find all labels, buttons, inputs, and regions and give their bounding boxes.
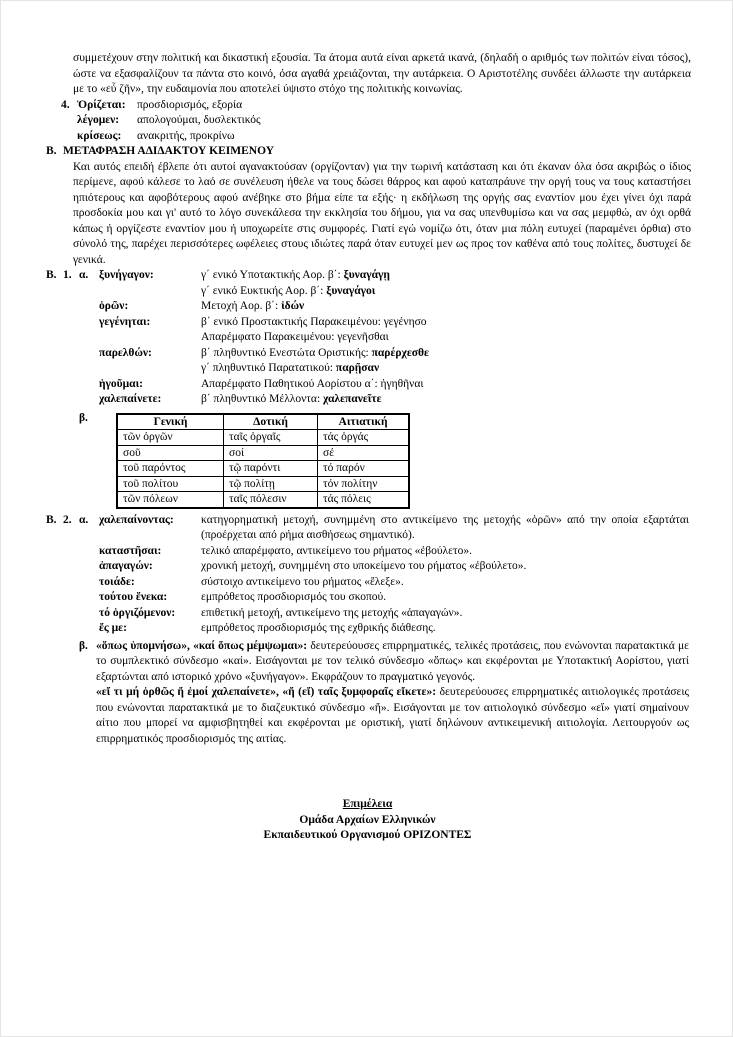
clause-paragraph xyxy=(96,685,689,747)
table-cell: τῷ πολίτῃ xyxy=(224,476,318,492)
morph-answer xyxy=(201,377,689,393)
syntax-row xyxy=(46,513,689,544)
vocab-derivatives: προσδιορισμός, εξορία xyxy=(137,98,243,111)
b2-beta-label: β. xyxy=(79,639,88,652)
translation-paragraph: Και αυτός επειδή έβλεπε ότι αυτοί αγανακτούσαν (οργίζονταν) για την τωρινή κατάσταση και ότι έκαναν όλα όσα ακριβώς ο ίδιος περίμενε, αφού κάλεσε το λαό σε συνέλευση ήθελε να τους δώσει θάρρος και αφού καταπράυνε την οργή τους να τους καταστήσει ηπιότερους και αφοβότερους αφού ανέβηκε στο βήμα είπε τα εξής· η εκδήλωση της οργής σας εναντίον μου έχει γίνει όχι παρά προσδοκία μου και γι' αυτό το λόγο συνεκάλεσα την εκκλησία του δήμου, για να σας υπενθυμίσω και να σας μεμφθώ, αν όχι ορθά κάπως ή οργίζεστε εναντίον μου ή υποχωρείτε στις συμφορές. Γιατί εγώ νομίζω ότι, όταν μια πόλη ευτυχεί (παραμένει όρθια) στο σύνολό της, παρέχει περισσότερες ωφέλειες στους ιδιώτες παρά όταν ευτυχεί μεν ως προς τον καθένα από τους πολίτες, δυστυχεί δε γενικά. xyxy=(73,160,691,266)
b2-markers xyxy=(46,513,99,544)
morph-form-bold: ἰδών xyxy=(281,300,305,312)
morph-lemma: ξυνήγαγον: xyxy=(99,269,154,281)
morphology-section xyxy=(46,268,689,408)
table-cell: σοί xyxy=(224,445,318,461)
credits-title: Επιμέλεια xyxy=(342,798,393,810)
b1-beta-label: β. xyxy=(79,411,88,424)
clause-quote-lead: «εἴ τι μή ὀρθῶς ἤ ἐμοί χαλεπαίνετε», «ἤ (εἴ) ταῖς ξυμφοραῖς εἴκετε»: xyxy=(96,686,437,698)
table-row xyxy=(117,492,409,508)
syntax-term: ἀπαγαγών: xyxy=(99,560,153,572)
row-spacer xyxy=(46,299,99,315)
morphology-row xyxy=(46,315,689,331)
intro-paragraph: συμμετέχουν στην πολιτική και δικαστική εξουσία. Τα άτομα αυτά είναι αρκετά ικανά, (δηλαδή ο αριθμός των πολιτών είναι τόσος), ώστε να εξασφαλίζουν τα πάντα στο κοινό, όσα αγαθά χρειάζονται, την αυτάρκεια. Ο Αριστοτέλης συνδέει άλλωστε την αυτάρκεια με το «εὖ ζῆν», την ευδαιμονία που αποτελεί ύψιστο στόχο της πολιτικής κοινωνίας. xyxy=(73,52,691,95)
syntax-row xyxy=(46,544,689,560)
table-cell: τοῦ παρόντος xyxy=(117,461,224,477)
table-cell: ταῖς πόλεσιν xyxy=(224,492,318,508)
table-cell: τοῦ πολίτου xyxy=(117,476,224,492)
row-spacer xyxy=(46,346,99,362)
morph-answer xyxy=(201,346,689,362)
morph-answer xyxy=(201,284,689,300)
b1-label: Β. xyxy=(46,269,57,281)
syntax-analysis: επιθετική μετοχή, αντικείμενο της μετοχής «ἀπαγαγών». xyxy=(201,606,463,619)
table-cell: τάς πόλεις xyxy=(318,492,410,508)
morph-form-bold: ξυναγάγῃ xyxy=(343,269,390,281)
clause-paragraph-text: δευτερεύουσες επιρρηματικές αιτιολογικές προτάσεις που ενώνονται παρατακτικά με το διαζευκτικό σύνδεσμο «ἤ». Εισάγονται με τον αιτιολογικό σύνδεσμο «εἴ» γιατί σημαίνουν αίτιο που μπορεί να αμφισβητηθεί και εκφέρονται με οριστική, γιατί δηλώνουν αντικειμενική αιτιολογία. Λειτουργούν ως επιρρηματικός προσδιορισμός της αιτίας. xyxy=(96,686,689,745)
row-spacer xyxy=(46,606,99,622)
column-header: Αιτιατική xyxy=(318,414,410,430)
morph-answer xyxy=(201,392,689,408)
table-cell: τῶν ὀργῶν xyxy=(117,430,224,446)
vocabulary-row xyxy=(77,129,261,145)
syntax-term: καταστῆσαι: xyxy=(99,544,162,557)
morph-answer xyxy=(201,268,689,284)
clause-paragraph-text: δευτερεύουσες επιρρηματικές, τελικές προτάσεις, που ενώνονται παρατακτικά με το συμπλεκτικό σύνδεσμο «καί». Εισάγονται με τον τελικό σύνδεσμο «ὅπως» και εκφέρονται με Υποτακτική Αορίστου, γιατί εξαρτώνται από ιστορικό χρόνο «ξυνήγαγον». Εκφράζουν το πραγματικό γεγονός. xyxy=(96,639,689,683)
morphology-row xyxy=(46,284,689,300)
clause-quote-lead: «ὅπως ὑπομνήσω», «καί ὅπως μέμψωμαι»: xyxy=(96,639,308,652)
clause-analysis-body xyxy=(96,639,689,748)
credits-line: Ομάδα Αρχαίων Ελληνικών xyxy=(299,813,436,826)
b1-number: 1. xyxy=(63,269,72,281)
morph-answer-text: β΄ πληθυντικό Μέλλοντα: xyxy=(201,393,324,405)
section-b-title: ΜΕΤΑΦΡΑΣΗ ΑΔΙΔΑΚΤΟΥ ΚΕΙΜΕΝΟΥ xyxy=(63,145,275,157)
table-row xyxy=(117,476,409,492)
syntax-row xyxy=(46,606,689,622)
row-spacer xyxy=(46,392,99,408)
table-cell: σοῦ xyxy=(117,445,224,461)
morph-lemma xyxy=(99,361,201,377)
table-cell: τό παρόν xyxy=(318,461,410,477)
morphology-row xyxy=(46,346,689,362)
credits-line: Εκπαιδευτικού Οργανισμού ΟΡΙΖΟΝΤΕΣ xyxy=(263,829,472,841)
syntax-analysis: χρονική μετοχή, συνημμένη στο υποκείμενο του ρήματος «ἐβούλετο». xyxy=(201,560,527,572)
syntax-term: χαλεπαίνοντας: xyxy=(99,513,174,526)
column-header: Δοτική xyxy=(224,414,318,430)
table-cell: τῷ παρόντι xyxy=(224,461,318,477)
morph-answer xyxy=(201,315,689,331)
clause-analysis-section xyxy=(79,639,689,748)
morph-lemma xyxy=(99,330,201,346)
section-b-label: Β. xyxy=(46,145,57,157)
table-row xyxy=(117,461,409,477)
row-spacer xyxy=(46,544,99,560)
b2-number: 2. xyxy=(63,513,72,526)
clause-paragraph xyxy=(96,639,689,686)
syntax-section xyxy=(46,513,689,637)
morph-answer-text: β΄ πληθυντικό Ενεστώτα Οριστικής: xyxy=(201,346,372,359)
morph-answer xyxy=(201,299,689,315)
b1-markers xyxy=(46,268,99,284)
morph-lemma: χαλεπαίνετε: xyxy=(99,393,162,405)
row-spacer xyxy=(46,284,99,300)
morph-answer-text: γ΄ ενικό Υποτακτικής Αορ. β΄: xyxy=(201,269,344,281)
row-spacer xyxy=(46,621,99,637)
morph-lemma: γεγένηται: xyxy=(99,315,151,328)
syntax-analysis: τελικό απαρέμφατο, αντικείμενο του ρήματος «ἐβούλετο». xyxy=(201,544,472,557)
morphology-row xyxy=(46,361,689,377)
vocabulary-item-4 xyxy=(61,98,689,145)
credits xyxy=(46,797,689,844)
morph-answer-text: Απαρέμφατο Παθητικού Αορίστου α΄: ἡγηθῆναι xyxy=(201,377,424,390)
row-spacer xyxy=(46,330,99,346)
morph-answer-text: β΄ ενικό Προστακτικής Παρακειμένου: γεγένησο xyxy=(201,315,427,328)
syntax-row xyxy=(46,590,689,606)
morph-answer-text: Μετοχή Αορ. β΄: xyxy=(201,300,282,312)
morphology-row xyxy=(46,392,689,408)
syntax-row xyxy=(46,621,689,637)
section-b-heading xyxy=(46,144,689,160)
syntax-analysis: εμπρόθετος προσδιορισμός του σκοπού. xyxy=(201,591,387,603)
declension-table xyxy=(116,413,410,509)
syntax-row xyxy=(46,575,689,591)
morph-lemma: ἡγοῦμαι: xyxy=(99,377,143,390)
morph-form-bold: παρῇσαν xyxy=(335,362,380,374)
item4-number: 4. xyxy=(61,98,70,111)
b2-label: Β. xyxy=(46,513,57,526)
row-spacer xyxy=(46,559,99,575)
declension-block xyxy=(79,411,689,509)
table-row xyxy=(117,445,409,461)
morphology-row xyxy=(46,330,689,346)
morph-lemma: παρελθών: xyxy=(99,346,152,359)
vocabulary-list xyxy=(77,98,261,145)
table-cell: σέ xyxy=(318,445,410,461)
vocab-derivatives: απολογούμαι, δυσλεκτικός xyxy=(137,114,261,126)
morph-answer xyxy=(201,361,689,377)
morphology-row xyxy=(46,268,689,284)
syntax-analysis: κατηγορηματική μετοχή, συνημμένη στο αντικείμενο της μετοχής «ὁρῶν» από την οποία εξαρτάται (προέρχεται από ρήμα αισθήσεως σημαντικό). xyxy=(201,513,689,541)
morph-lemma: ὁρῶν: xyxy=(99,300,129,312)
vocab-derivatives: ανακριτής, προκρίνω xyxy=(137,129,235,142)
table-row xyxy=(117,430,409,446)
row-spacer xyxy=(46,377,99,393)
syntax-term: ἔς με: xyxy=(99,622,127,634)
b2-letter: α. xyxy=(79,513,89,526)
morph-answer xyxy=(201,330,689,346)
vocab-word: λέγομεν: xyxy=(77,114,120,126)
vocabulary-row xyxy=(77,113,261,129)
syntax-term: τούτου ἕνεκα: xyxy=(99,591,168,603)
syntax-term: τό ὀργιζόμενον: xyxy=(99,606,176,619)
column-header: Γενική xyxy=(117,414,224,430)
row-spacer xyxy=(46,315,99,331)
row-spacer xyxy=(46,590,99,606)
vocab-word: κρίσεως: xyxy=(77,129,122,142)
syntax-analysis: εμπρόθετος προσδιορισμός της εχθρικής διάθεσης. xyxy=(201,622,436,634)
table-cell: ταῖς ὀργαῖς xyxy=(224,430,318,446)
morph-form-bold: ξυναγάγοι xyxy=(326,284,376,297)
vocabulary-row xyxy=(77,98,261,114)
syntax-row xyxy=(46,559,689,575)
table-cell: τάς ὀργάς xyxy=(318,430,410,446)
vocab-word: Ὁρίζεται: xyxy=(77,98,126,111)
table-cell: τῶν πόλεων xyxy=(117,492,224,508)
morph-answer-text: γ΄ πληθυντικό Παρατατικού: xyxy=(201,362,336,374)
morphology-row xyxy=(46,377,689,393)
morph-form-bold: χαλεπανεῖτε xyxy=(323,393,382,405)
morph-lemma xyxy=(99,284,201,300)
morph-answer-text: γ΄ ενικό Ευκτικής Αορ. β΄: xyxy=(201,284,327,297)
row-spacer xyxy=(46,361,99,377)
syntax-analysis: σύστοιχο αντικείμενο του ρήματος «ἔλεξε». xyxy=(201,575,404,588)
morphology-row xyxy=(46,299,689,315)
morph-form-bold: παρέρχεσθε xyxy=(371,346,429,359)
row-spacer xyxy=(46,575,99,591)
syntax-term: τοιάδε: xyxy=(99,575,135,588)
morph-answer-text: Απαρέμφατο Παρακειμένου: γεγενῆσθαι xyxy=(201,331,389,343)
b1-letter: α. xyxy=(79,269,89,281)
table-cell: τόν πολίτην xyxy=(318,476,410,492)
table-header-row xyxy=(117,414,409,430)
